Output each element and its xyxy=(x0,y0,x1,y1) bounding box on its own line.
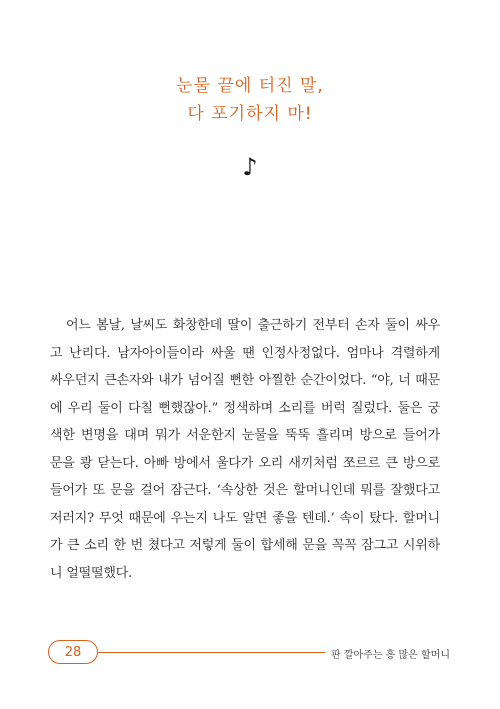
body-line: 저러지? 무엇 때문에 우는지 나도 알면 좋을 텐데.’ 속이 탔다. 할머니 xyxy=(50,510,440,526)
body-line: 고 난리다. 남자아이들이라 싸울 땐 인정사정없다. 엄마나 격렬하게 xyxy=(50,345,440,361)
body-paragraph xyxy=(50,312,440,587)
running-title: 판 깔아주는 흥 많은 할머니 xyxy=(325,646,450,661)
page-number: 28 xyxy=(48,640,98,664)
body-line: 가 큰 소리 한 번 쳤다고 저렇게 둘이 합세해 문을 꼭꼭 잠그고 시위하 xyxy=(50,538,440,553)
body-line: 에 우리 둘이 다칠 뻔했잖아.” 정색하며 소리를 버럭 질렀다. 둘은 궁 xyxy=(50,400,440,416)
page-footer xyxy=(0,640,500,670)
body-line: 들어가 또 문을 걸어 잠근다. ‘속상한 것은 할머니인데 뭐를 잘했다고 xyxy=(50,483,440,498)
chapter-title xyxy=(0,72,500,128)
chapter-title-line-1: 눈물 끝에 터진 말, xyxy=(176,76,324,96)
body-line: 문을 쾅 닫는다. 아빠 방에서 울다가 오리 새끼처럼 쪼르르 큰 방으로 xyxy=(50,455,440,471)
chapter-title-line-2: 다 포기하지 마! xyxy=(187,104,313,124)
music-note-icon: ♪ xyxy=(242,153,258,181)
body-line: 색한 변명을 대며 뭐가 서운한지 눈물을 뚝뚝 흘리며 방으로 들어가 xyxy=(50,428,440,443)
body-line: 어느 봄날, 날씨도 화창한데 딸이 출근하기 전부터 손자 둘이 싸우 xyxy=(66,318,440,333)
body-line: 싸우던지 큰손자와 내가 넘어질 뻔한 아찔한 순간이었다. “야, 너 때문 xyxy=(50,373,440,388)
body-line: 니 얼떨떨했다. xyxy=(50,565,133,581)
